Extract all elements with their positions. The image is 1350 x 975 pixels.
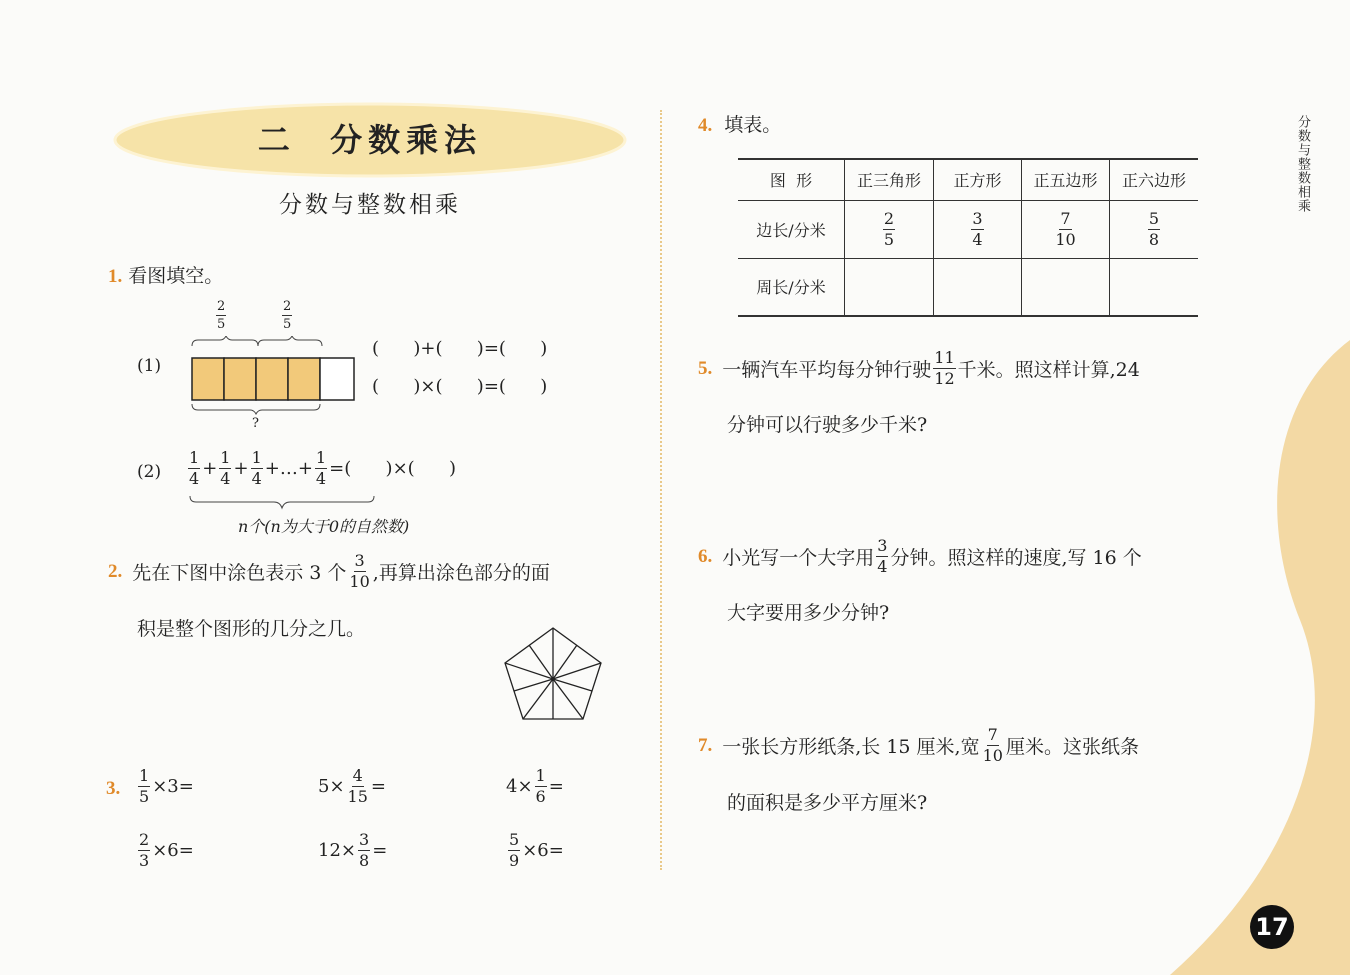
table-header-triangle: 正三角形 [845,159,934,200]
q1-p1-eq2[interactable]: ( )×( )=( ) [372,376,548,397]
perimeter-cell[interactable] [934,258,1022,316]
table-header-shape: 图 形 [769,171,813,191]
table-header-hexagon: 正六边形 [1110,159,1199,200]
q1-top-frac-2: $\frac{2}{5}$ [283,299,292,332]
q1-p2-note: n个(n为大于0的自然数) [238,517,410,536]
q1-bar-diagram [188,336,360,416]
q7-line1: 7. 一张长方形纸条,长 15 厘米,宽 $\frac{7}{10}$ 厘米。这张纸条 [698,725,1139,765]
q1-p2-answer[interactable]: =( )×( ) [329,458,457,479]
section-subtitle: 分数与整数相乘 [279,192,461,218]
q3-number: 3. [106,778,121,799]
q3-exercise[interactable]: 12× $\frac{3}{8}$ = [318,830,388,870]
q3-exercise[interactable]: $\frac{5}{9}$ ×6= [509,830,564,870]
q2-line1: 2. 先在下图中涂色表示 3 个 $\frac{3}{10}$ ,再算出涂色部分的面 [108,551,550,591]
q1-title: 1. 看图填空。 [108,265,224,287]
row-side-label: 边长/分米 [756,220,826,240]
table-header-square: 正方形 [934,159,1022,200]
pentagon-figure[interactable] [500,624,606,724]
q4-title: 4. 填表。 [698,114,782,136]
shape-table [738,158,1198,317]
q3-exercise[interactable]: $\frac{1}{5}$ ×3= [139,766,194,806]
side-cell: $\frac{7}{10}$ [1022,200,1110,258]
q2-line2: 积是整个图形的几分之几。 [137,618,366,640]
q3-exercise[interactable]: $\frac{2}{3}$ ×6= [139,830,194,870]
column-divider [660,110,662,870]
q1-p2-label: (2) [137,462,162,482]
page-corner-decoration [1150,340,1350,975]
side-cell: $\frac{3}{4}$ [934,200,1022,258]
q5-line2: 分钟可以行驶多少千米? [727,414,928,436]
q1-p2-brace [188,494,378,510]
q1-p1-eq1[interactable]: ( )+( )=( ) [372,338,548,359]
q1-p1-label: (1) [137,356,162,376]
perimeter-cell[interactable] [1110,258,1199,316]
side-tab: 分数与整数相乘 [1295,115,1310,213]
perimeter-cell[interactable] [845,258,934,316]
q7-line2: 的面积是多少平方厘米? [727,792,928,814]
page-number-badge [1250,905,1294,949]
q6-line1: 6. 小光写一个大字用 $\frac{3}{4}$ 分钟。照这样的速度,写 16 个 [698,536,1142,576]
q3-exercise[interactable]: 5× $\frac{4}{15}$ = [318,766,386,806]
row-perimeter-label: 周长/分米 [756,278,826,298]
table-header-pentagon: 正五边形 [1022,159,1110,200]
perimeter-cell[interactable] [1022,258,1110,316]
chapter-title: 二 分数乘法 [257,121,483,159]
q6-line2: 大字要用多少分钟? [727,602,890,624]
page-number: 17 [1255,913,1289,941]
side-cell: $\frac{5}{8}$ [1110,200,1199,258]
q1-top-frac-1: $\frac{2}{5}$ [217,299,226,332]
q3-exercise[interactable]: 4× $\frac{1}{6}$ = [506,766,564,806]
q1-p2-expr: $\frac{1}{4}$ + $\frac{1}{4}$ + $\frac{1}{4}$ +…+ $\frac{1}{4}$ =( )×( ) [189,448,457,488]
q5-line1: 5. 一辆汽车平均每分钟行驶 $\frac{11}{12}$ 千米。照这样计算,24 [698,348,1140,388]
q1-bottom-question: ? [252,416,259,431]
side-cell: $\frac{2}{5}$ [845,200,934,258]
